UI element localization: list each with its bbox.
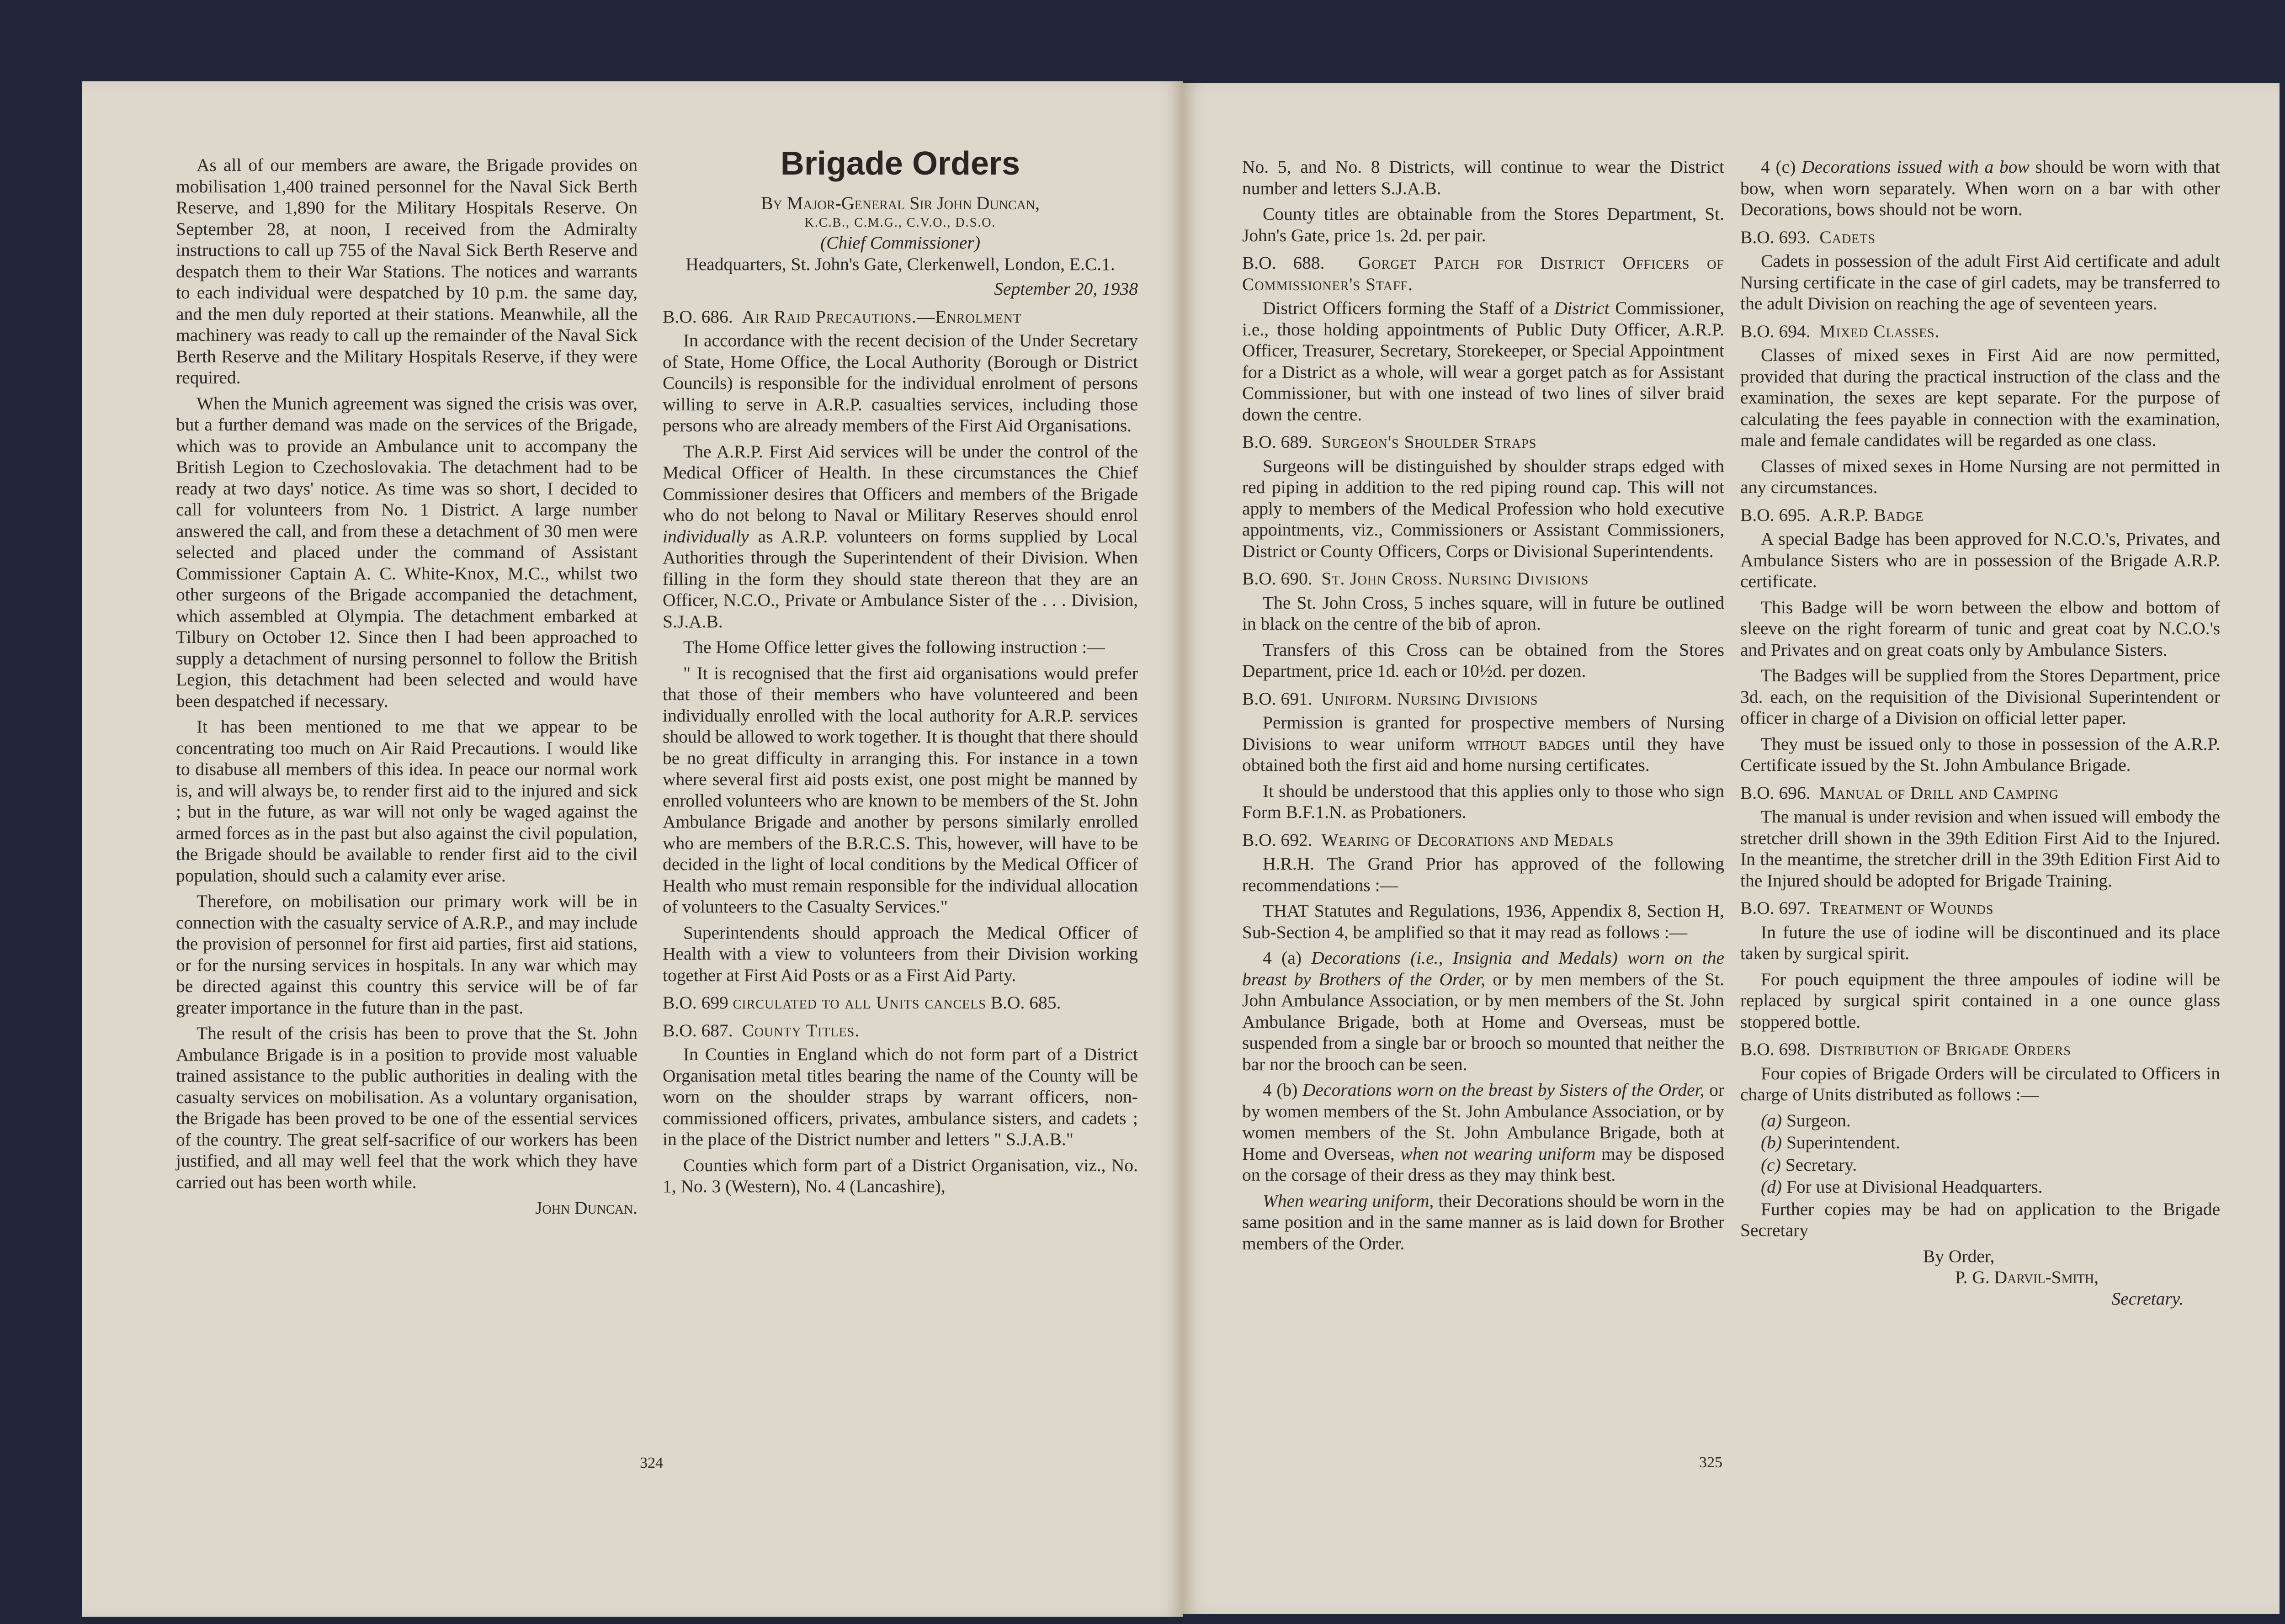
paragraph: As all of our members are aware, the Brigade provides on mobilisation 1,400 trained personnel for the Naval Sick Berth Reserve, and 1,890 for the Military Hospitals Reserve. On September 28, at noon, I received from the Admiralty instructions to call up 755 of the Naval Sick Berth Reserve and despatch them to their War Stations. The notices and warrants to each individual were despatched by 10 p.m. the same day, and the men duly reported at their stations. Meanwhile, all the machinery was ready to call up the remainder of the Naval Sick Berth Reserve and the Military Hospitals Reserve, if they were required. — [176, 155, 638, 387]
paragraph: The result of the crisis has been to prove that the St. John Ambulance Brigade is in a position to provide most valuable trained assistance to the public authorities in dealing with the casualty services on mobilisation. As a voluntary organisation, the Brigade has been proved to be one of the essential services of the country. The great self-sacrifice of our workers has been justified, and all may well feel that the work which they have carried out has been worth while. — [176, 1023, 638, 1192]
column-brigade-orders — [663, 145, 1138, 1202]
order-heading-688: B.O. 688. Gorget Patch for District Officers of Commissioner's Staff. — [1242, 253, 1725, 294]
byline: By Major-General Sir John Duncan, — [760, 193, 1040, 213]
paragraph: The Badges will be supplied from the Stores Department, price 3d. each, on the requisition of the Divisional Superintendent or officer in charge of a Division on official letter paper. — [1740, 665, 2220, 728]
order-heading-686 — [663, 306, 1138, 328]
order-heading-689: B.O. 689. Surgeon's Shoulder Straps — [1242, 432, 1537, 452]
left-page — [82, 81, 1183, 1617]
paragraph: Cadets in possession of the adult First Aid certificate and adult Nursing certificate in the case of girl cadets, may be transferred to the adult Division on reaching the age of seventeen years. — [1740, 251, 2220, 313]
list-item: (a) Surgeon. — [1761, 1110, 1851, 1130]
order-heading-699: B.O. 699 circulated to all Units cancels B.O. 685. — [663, 992, 1061, 1013]
list-item: (b) Superintendent. — [1761, 1132, 1900, 1152]
quotation: " It is recognised that the first aid organisations would prefer that those of their members who have volunteered and been individually enrolled with the local authority for A.R.P. services should be allowed to work together. It is thought that there should be no great difficulty in arranging this. For instance in a town where several first aid posts exist, one post might be manned by enrolled volunteers who are known to be members of the St. John Ambulance Brigade and another by persons similarly enrolled who are members of the B.R.C.S. This, however, will have to be decided in the light of local conditions by the Medical Officer of Health who must remain responsible for the individual allocation of volunteers to the Casualty Services." — [663, 663, 1138, 917]
paragraph: H.R.H. The Grand Prior has approved of the following recommendations :— — [1242, 854, 1724, 895]
paragraph: County titles are obtainable from the Stores Department, St. John's Gate, price 1s. 2d. per pair. — [1242, 204, 1724, 245]
order-heading-687: B.O. 687. County Titles. — [663, 1020, 860, 1040]
column-orders-final — [1740, 156, 2220, 1309]
paragraph: This Badge will be worn between the elbow and bottom of sleeve on the right forearm of tunic and great coat by N.C.O.'s and Privates and on great coats only by Ambulance Sisters. — [1740, 597, 2220, 660]
role: (Chief Commissioner) — [820, 233, 980, 253]
order-number: B.O. 686. — [663, 306, 733, 327]
signer-title: Secretary. — [2111, 1288, 2184, 1309]
paragraph: When wearing uniform, their Decorations should be worn in the same position and in the same manner as is laid down for Brother members of the Order. — [1242, 1190, 1724, 1253]
paragraph: 4 (c) Decorations issued with a bow should be worn with that bow, when worn separately. When worn on a bar with other Decorations, bows should not be worn. — [1740, 157, 2220, 219]
headquarters-address: Headquarters, St. John's Gate, Clerkenwell, London, E.C.1. — [686, 254, 1115, 274]
right-page — [1183, 83, 2280, 1614]
paragraph: It should be understood that this applies only to those who sign Form B.F.1.N. as Probationers. — [1242, 780, 1724, 822]
page-number: 325 — [1699, 1454, 1722, 1471]
order-heading-693: B.O. 693. Cadets — [1740, 227, 1876, 247]
paragraph: No. 5, and No. 8 Districts, will continue to wear the District number and letters S.J.A.B. — [1242, 157, 1724, 198]
paragraph: District Officers forming the Staff of a District Commissioner, i.e., those holding appointments of Public Duty Officer, A.R.P. Officer, Treasurer, Secretary, Storekeeper, or Special Appointment for a District as a whole, will wear a gorget patch as for Assistant Commissioner, but with one instead of two lines of silver braid down the centre. — [1242, 298, 1724, 425]
paragraph: Four copies of Brigade Orders will be circulated to Officers in charge of Units distributed as follows :— — [1740, 1063, 2220, 1104]
order-heading-694: B.O. 694. Mixed Classes. — [1740, 321, 1940, 341]
paragraph: A special Badge has been approved for N.C.O.'s, Privates, and Ambulance Sisters who are in possession of the Brigade A.R.P. certificate. — [1740, 529, 2220, 591]
paragraph: Counties which form part of a District Organisation, viz., No. 1, No. 3 (Western), No. 4 (Lancashire), — [663, 1155, 1138, 1196]
paragraph: Classes of mixed sexes in Home Nursing are not permitted in any circumstances. — [1740, 456, 2220, 497]
paragraph: 4 (a) Decorations (i.e., Insignia and Medals) worn on the breast by Brothers of the Order, or by men members of the St. John Ambulance Association, or by men members of the St. John Ambulance Brigade, both at Home and Overseas, must be suspended from a single bar or brooch so mounted that neither the bar nor the brooch can be seen. — [1242, 948, 1725, 1074]
column-chief-commissioner-message — [176, 154, 638, 1219]
paragraph: The manual is under revision and when issued will embody the stretcher drill shown in the 39th Edition First Aid to the Injured. In the meantime, the stretcher drill in the 39th Edition First Aid to the Injured should be adopted for Brigade Training. — [1740, 807, 2220, 891]
by-order: By Order, — [1923, 1246, 1995, 1266]
paragraph: They must be issued only to those in possession of the A.R.P. Certificate issued by the St. John Ambulance Brigade. — [1740, 733, 2220, 775]
order-heading-691: B.O. 691. Uniform. Nursing Divisions — [1242, 688, 1538, 709]
paragraph: When the Munich agreement was signed the crisis was over, but a further demand was made on the services of the Brigade, which was to provide an Ambulance unit to accompany the British Legion to Czechoslovakia. The detachment had to be ready at two days' notice. As time was so short, I decided to call for volunteers from No. 1 District. A large number answered the call, and from these a detachment of 30 men were selected and placed under the command of Assistant Commissioner Captain A. C. White-Knox, M.C., whilst two other surgeons of the Brigade accompanied the detachment, which assembled at Olympia. The detachment embarked at Tilbury on October 12. Since then I had been approached to supply a detachment of nursing personnel to follow the British Legion, this detachment had been selected and would have been despatched if necessary. — [176, 393, 638, 711]
order-heading-698: B.O. 698. Distribution of Brigade Orders — [1740, 1039, 2071, 1059]
order-heading-696: B.O. 696. Manual of Drill and Camping — [1740, 782, 2059, 803]
paragraph: Classes of mixed sexes in First Aid are now permitted, provided that during the practical instruction of the class and the examination, the sexes are kept separate. For the purpose of calculating the fees payable in connection with the examination, male and female candidates will be regarded as one class. — [1740, 345, 2220, 450]
paragraph: The St. John Cross, 5 inches square, will in future be outlined in black on the centre of the bib of apron. — [1242, 592, 1724, 634]
paragraph: It has been mentioned to me that we appear to be concentrating too much on Air Raid Precautions. I would like to disabuse all members of this idea. In peace our normal work is, and will always be, to render first aid to the injured and sick ; but in the future, as war will not only be waged against the armed forces as in the past but also against the civil population, the Brigade should be available to render first aid to the civil population, should such a calamity ever arise. — [176, 716, 638, 886]
order-title: Air Raid Precautions.—Enrolment — [742, 306, 1022, 327]
order-heading-690: B.O. 690. St. John Cross. Nursing Divisions — [1242, 568, 1589, 589]
column-orders-continued — [1242, 156, 1724, 1258]
paragraph: In future the use of iodine will be discontinued and its place taken by surgical spirit. — [1740, 922, 2220, 963]
paragraph: The A.R.P. First Aid services will be under the control of the Medical Officer of Health. In these circumstances the Chief Commissioner desires that Officers and members of the Brigade who do not belong to Naval or Military Reserves should enrol individually as A.R.P. volunteers on forms supplied by Local Authorities through the Superintendent of their Division. When filling in the form they should state thereon that they are an Officer, N.C.O., Private or Ambulance Sister of the . . . Division, S.J.A.B. — [663, 441, 1138, 632]
paragraph: Permission is granted for prospective members of Nursing Divisions to wear uniform without badges until they have obtained both the first aid and home nursing certificates. — [1242, 712, 1725, 775]
signer-name: P. G. Darvil-Smith, — [1955, 1267, 2099, 1287]
order-heading-697: B.O. 697. Treatment of Wounds — [1740, 898, 1994, 918]
paragraph: Further copies may be had on application to the Brigade Secretary — [1740, 1199, 2220, 1240]
paragraph: In Counties in England which do not form part of a District Organisation metal titles bearing the name of the County will be worn on the shoulder straps by warrant officers, non-commissioned officers, privates, ambulance sisters, and cadets ; in the place of the District number and letters " S.J.A.B." — [663, 1044, 1138, 1149]
paragraph: THAT Statutes and Regulations, 1936, Appendix 8, Section H, Sub-Section 4, be amplified so that it may read as follows :— — [1242, 901, 1724, 942]
paragraph: Therefore, on mobilisation our primary work will be in connection with the casualty service of A.R.P., and may include the provision of personnel for first aid parties, first aid stations, or for the nursing services in hospitals. In any war which may be directed against this country this service will be of far greater importance in the future than in the past. — [176, 891, 638, 1018]
order-heading-695: B.O. 695. A.R.P. Badge — [1740, 504, 1924, 525]
paragraph: The Home Office letter gives the following instruction :— — [683, 637, 1105, 657]
paragraph: For pouch equipment the three ampoules of iodine will be replaced by surgical spirit contained in a one ounce glass stoppered bottle. — [1740, 969, 2220, 1032]
list-item: (d) For use at Divisional Headquarters. — [1761, 1177, 2043, 1197]
honours: K.C.B., C.M.G., C.V.O., D.S.O. — [804, 216, 996, 230]
paragraph: 4 (b) Decorations worn on the breast by Sisters of the Order, or by women members of the St. John Ambulance Association, or by women members of the St. John Ambulance Brigade, both at Home and Overseas, when not wearing uniform may be disposed on the corsage of their dress as they may think best. — [1242, 1080, 1725, 1185]
list-item: (c) Secretary. — [1761, 1154, 1857, 1175]
signature: John Duncan. — [535, 1198, 638, 1218]
article-title: Brigade Orders — [780, 145, 1020, 182]
paragraph: Transfers of this Cross can be obtained from the Stores Department, price 1d. each or 10½d. per dozen. — [1242, 639, 1724, 681]
paragraph: Superintendents should approach the Medical Officer of Health with a view to volunteers from their Division working together at First Aid Posts or as a First Aid Party. — [663, 922, 1138, 985]
paragraph: In accordance with the recent decision of the Under Secretary of State, Home Office, the Local Authority (Borough or District Councils) is responsible for the individual enrolment of persons willing to serve in A.R.P. casualties services, including those persons who are already members of the First Aid Organisations. — [663, 330, 1138, 435]
paragraph: Surgeons will be distinguished by shoulder straps edged with red piping in addition to the red piping round cap. This will not apply to members of the Medical Profession who hold executive appointments, viz., Commissioners or Assistant Commissioners, District or County Officers, Corps or Divisional Superintendents. — [1242, 456, 1724, 561]
order-heading-692: B.O. 692. Wearing of Decorations and Medals — [1242, 829, 1614, 850]
date: September 20, 1938 — [994, 279, 1138, 299]
page-number: 324 — [640, 1454, 663, 1471]
